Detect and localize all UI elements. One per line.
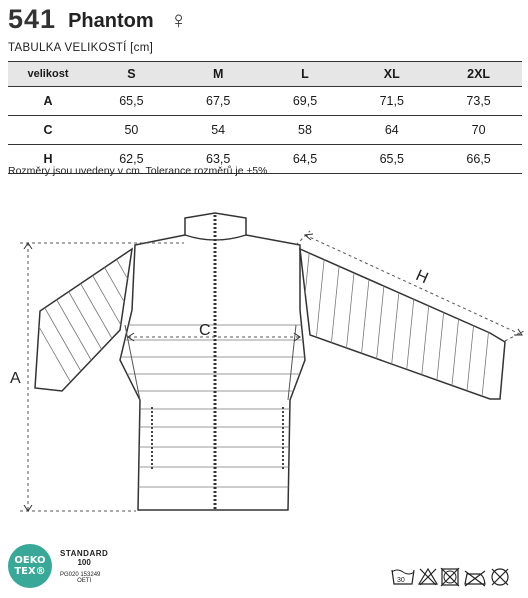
oeko-badge-line2: TEX® (14, 566, 46, 577)
header (8, 4, 188, 34)
table-cell: 64,5 (262, 145, 349, 174)
jacket-body (120, 213, 305, 510)
table-cell: 65,5 (348, 145, 435, 174)
column-header: velikost (8, 62, 88, 87)
column-header: 2XL (435, 62, 522, 87)
table-cell: 65,5 (88, 87, 175, 116)
tolerance-note: Rozměry jsou uvedeny v cm. Tolerance rozměrů je ±5% (8, 165, 268, 177)
table-cell: 69,5 (262, 87, 349, 116)
product-code: 541 (8, 4, 57, 34)
table-cell: 67,5 (175, 87, 262, 116)
jacket-diagram (0, 185, 528, 545)
oeko-standard-number: 100 (77, 557, 91, 567)
column-header: XL (348, 62, 435, 87)
oeko-certificate-code: PG020 153249 (60, 571, 101, 578)
female-symbol-icon: ♀ (169, 7, 188, 34)
table-cell: 54 (175, 116, 262, 145)
no-tumble-dry-icon (441, 568, 459, 586)
label-a: A (10, 370, 21, 387)
column-header: M (175, 62, 262, 87)
oeko-tex-badge (8, 544, 52, 588)
wash-30-icon (392, 570, 414, 584)
column-header: L (262, 62, 349, 87)
table-row (8, 87, 522, 116)
table-cell: 73,5 (435, 87, 522, 116)
size-table (8, 61, 522, 174)
no-dry-clean-icon (492, 569, 508, 585)
wash-temperature: 30 (397, 577, 405, 584)
label-h: H (413, 267, 431, 288)
column-header: S (88, 62, 175, 87)
oeko-tex-logo (8, 544, 108, 588)
arrow-head (305, 234, 313, 240)
table-cell: 50 (88, 116, 175, 145)
table-cell: 70 (435, 116, 522, 145)
table-cell: 66,5 (435, 145, 522, 174)
left-sleeve (35, 249, 132, 391)
oeko-badge-line1: OEKO (14, 555, 46, 566)
table-header-row (8, 62, 522, 87)
no-bleach-icon (419, 569, 437, 585)
table-row (8, 116, 522, 145)
no-iron-icon (465, 571, 485, 586)
label-c: C (199, 322, 211, 339)
size-table-title: TABULKA VELIKOSTÍ [cm] (8, 42, 154, 54)
care-symbols (390, 566, 522, 588)
row-label: C (8, 116, 88, 145)
right-sleeve (300, 249, 505, 399)
table-cell: 64 (348, 116, 435, 145)
oeko-tex-text (60, 549, 108, 584)
row-label: A (8, 87, 88, 116)
table-cell: 58 (262, 116, 349, 145)
row-label: H (8, 145, 88, 174)
table-cell: 71,5 (348, 87, 435, 116)
table-cell: 62,5 (88, 145, 175, 174)
oeko-standard: STANDARD (60, 548, 109, 558)
product-name: Phantom (68, 10, 154, 32)
oeko-institute: OETI (77, 577, 92, 584)
table-cell: 63,5 (175, 145, 262, 174)
